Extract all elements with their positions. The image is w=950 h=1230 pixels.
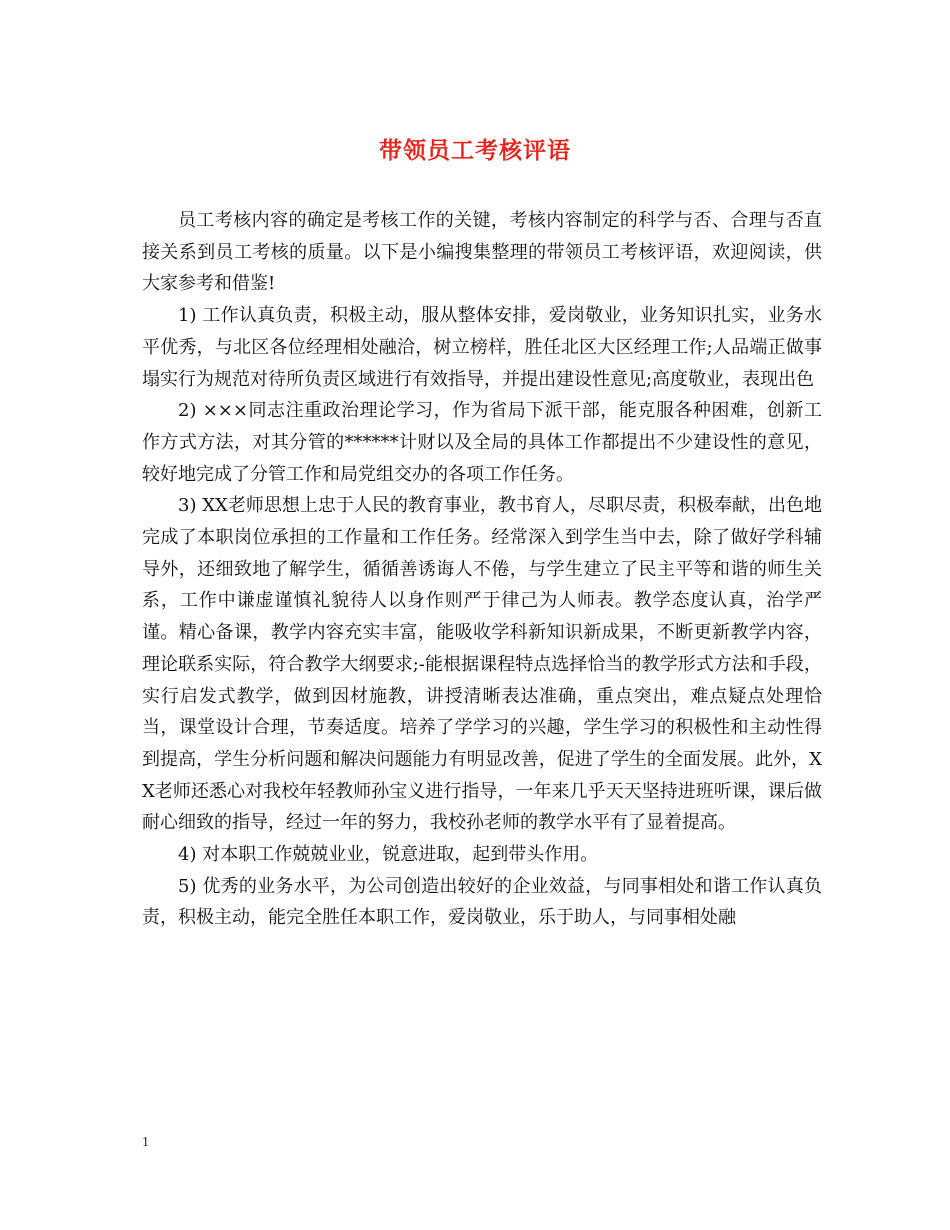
page-number: 1 <box>142 1135 149 1150</box>
comment-paragraph-1: 1) 工作认真负责，积极主动，服从整体安排，爱岗敬业，业务知识扎实，业务水平优秀，与北区各位经理相处融洽，树立榜样，胜任北区大区经理工作;人品端正做事塌实行为规范对待所负责区域进行有效指导，并提出建设性意见;高度敬业，表现出色 <box>142 305 822 390</box>
document-body <box>142 205 822 934</box>
comment-paragraph-4: 4) 对本职工作兢兢业业，锐意进取，起到带头作用。 <box>178 844 599 866</box>
comment-paragraph-5: 5) 优秀的业务水平，为公司创造出较好的企业效益，与同事相处和谐工作认真负责，积极主动，能完全胜任本职工作，爱岗敬业，乐于助人，与同事相处融 <box>142 875 822 929</box>
intro-paragraph: 员工考核内容的确定是考核工作的关键，考核内容制定的科学与否、合理与否直接关系到员工考核的质量。以下是小编搜集整理的带领员工考核评语，欢迎阅读，供大家参考和借鉴! <box>142 210 822 295</box>
document-title: 带领员工考核评语 <box>379 137 571 164</box>
comment-paragraph-3: 3) XX老师思想上忠于人民的教育事业，教书育人，尽职尽责，积极奉献，出色地完成了本职岗位承担的工作量和工作任务。经常深入到学生当中去，除了做好学科辅导外，还细致地了解学生，循循善诱诲人不倦，与学生建立了民主平等和谐的师生关系，工作中谦虚谨慎礼貌待人以身作则严于律己为人师表。教学态度认真，治学严谨。精心备课，教学内容充实丰富，能吸收学科新知识新成果，不断更新教学内容，理论联系实际，符合教学大纲要求;-能根据课程特点选择恰当的教学形式方法和手段，实行启发式教学，做到因材施教，讲授清晰表达准确，重点突出，难点疑点处理恰当，课堂设计合理，节奏适度。培养了学学习的兴趣，学生学习的积极性和主动性得到提高，学生分析问题和解决问题能力有明显改善，促进了学生的全面发展。此外，XX老师还悉心对我校年轻教师孙宝义进行指导，一年来几乎天天坚持进班听课，课后做耐心细致的指导，经过一年的努力，我校孙老师的教学水平有了显着提高。 <box>142 495 822 834</box>
comment-paragraph-2: 2) ×××同志注重政治理论学习，作为省局下派干部，能克服各种困难，创新工作方式方法，对其分管的******计财以及全局的具体工作都提出不少建设性的意见，较好地完成了分管工作和局党组交办的各项工作任务。 <box>142 400 822 485</box>
